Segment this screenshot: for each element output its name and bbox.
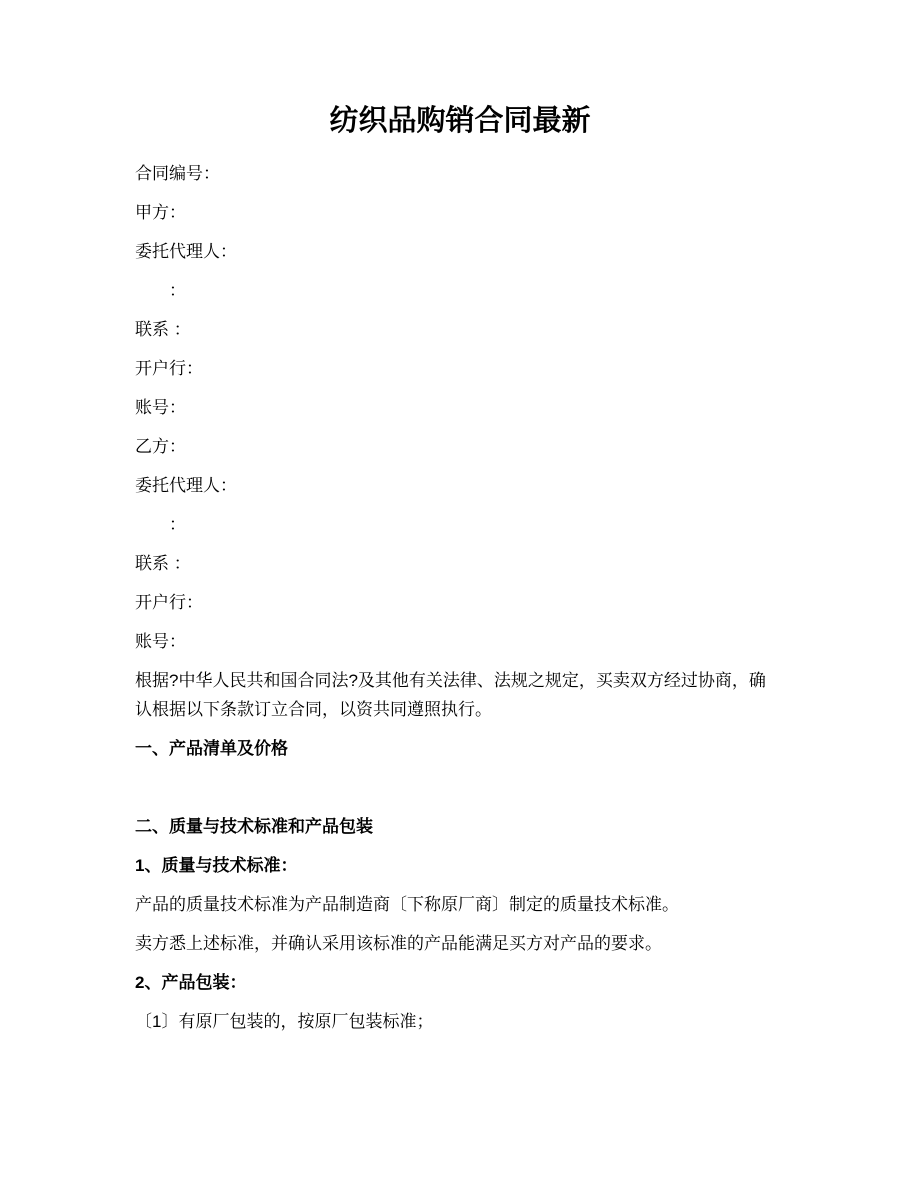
party-a-account-line: 账号： xyxy=(135,398,186,417)
party-a-bank-line: 开户行： xyxy=(135,359,203,378)
party-a-agent-line: 委托代理人： xyxy=(135,242,237,261)
party-b-bank-line: 开户行： xyxy=(135,593,203,612)
spacer-line xyxy=(135,773,767,802)
party-b-contact-line: 联系 ： xyxy=(135,554,191,573)
document-title: 纺织品购销合同最新 xyxy=(329,105,591,137)
clause-packaging-heading: 2、产品包装： xyxy=(135,973,247,992)
section-1-heading: 一、产品清单及价格 xyxy=(135,739,288,758)
clause-packaging-item-1: 〔1〕有原厂包装的，按原厂包装标准； xyxy=(135,1012,434,1031)
party-a-blank-field-line: ： xyxy=(135,281,186,300)
clause-quality-text-1: 产品的质量技术标准为产品制造商〔下称原厂商〕制定的质量技术标准。 xyxy=(135,895,679,914)
contract-number-line: 合同编号： xyxy=(135,164,220,183)
section-2-heading: 二、质量与技术标准和产品包装 xyxy=(135,817,373,836)
party-a-line: 甲方： xyxy=(135,203,186,222)
party-b-blank-field-line: ： xyxy=(135,515,186,534)
clause-quality-text-2: 卖方悉上述标准，并确认采用该标准的产品能满足买方对产品的要求。 xyxy=(135,934,662,953)
party-b-agent-line: 委托代理人： xyxy=(135,476,237,495)
preamble-paragraph: 根据?中华人民共和国合同法?及其他有关法律、法规之规定，买卖双方经过协商，确认根据以下条款订立合同，以资共同遵照执行。 xyxy=(135,671,766,719)
clause-quality-heading: 1、质量与技术标准： xyxy=(135,856,298,875)
party-b-line: 乙方： xyxy=(135,437,186,456)
party-b-account-line: 账号： xyxy=(135,632,186,651)
party-a-contact-line: 联系 ： xyxy=(135,320,191,339)
